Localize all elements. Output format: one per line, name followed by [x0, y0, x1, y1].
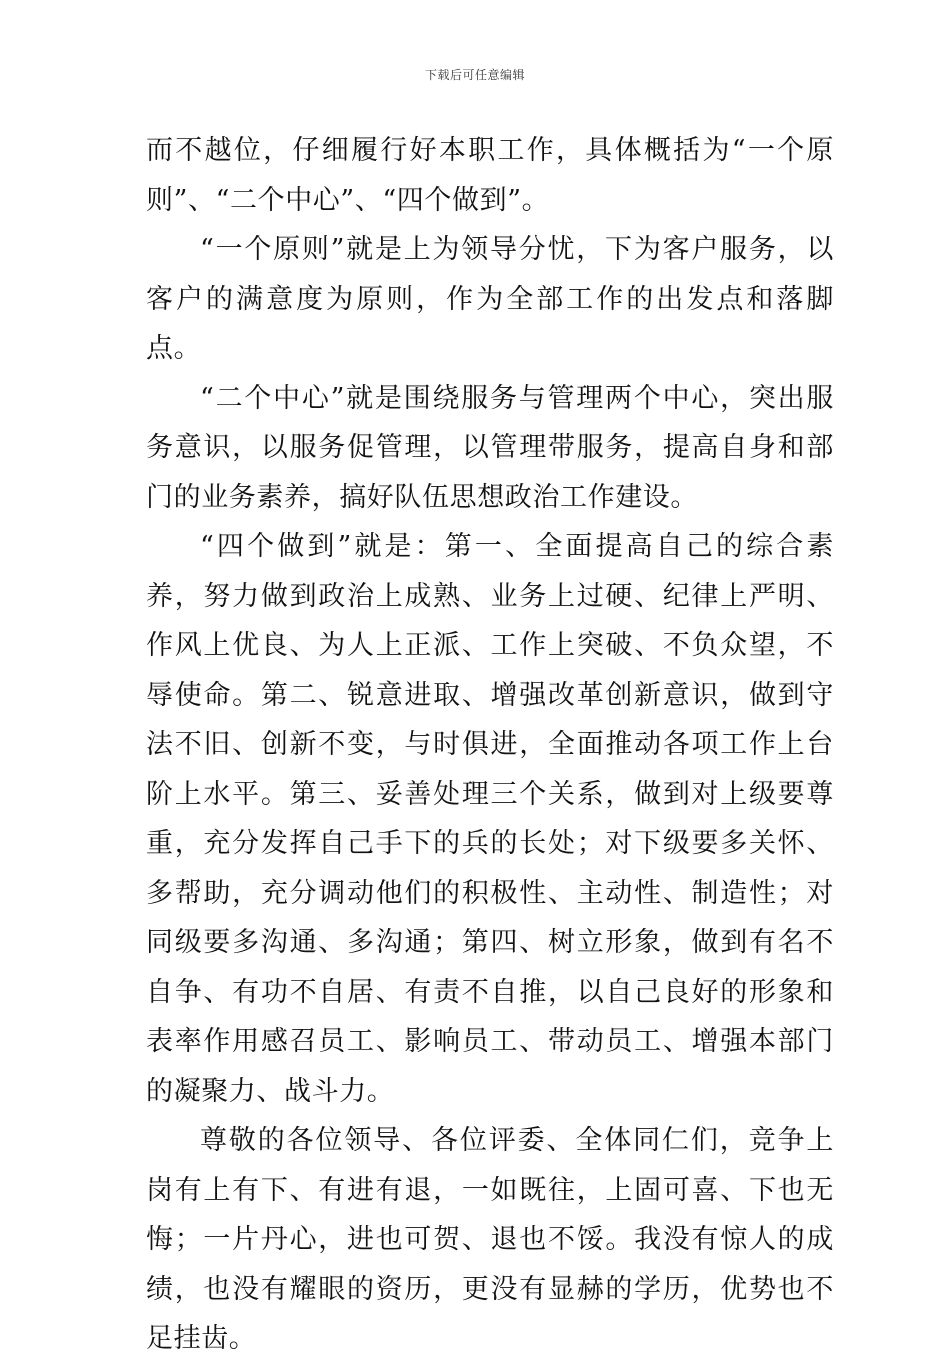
paragraph: “一个原则”就是上为领导分忧，下为客户服务，以客户的满意度为原则，作为全部工作的出发点和落脚点。 — [146, 234, 834, 364]
paragraph: “二个中心”就是围绕服务与管理两个中心，突出服务意识，以服务促管理，以管理带服务，提高自身和部门的业务素养，搞好队伍思想政治工作建设。 — [146, 382, 834, 513]
paragraph: 而不越位，仔细履行好本职工作，具体概括为“一个原则”、“二个中心”、“四个做到”。 — [146, 135, 834, 216]
document-body — [146, 126, 834, 1364]
paragraph: 尊敬的各位领导、各位评委、全体同仁们，竞争上岗有上有下、有进有退，一如既往，上固可喜、下也无悔；一片丹心，进也可贺、退也不馁。我没有惊人的成绩，也没有耀眼的资历，更没有显赫的学历，优势也不足挂齿。 — [146, 1125, 834, 1354]
paragraph: “四个做到”就是：第一、全面提高自己的综合素养，努力做到政治上成熟、业务上过硬、纪律上严明、作风上优良、为人上正派、工作上突破、不负众望，不辱使命。第二、锐意进取、增强改革创新意识，做到守法不旧、创新不变，与时俱进，全面推动各项工作上台阶上水平。第三、妥善处理三个关系，做到对上级要尊重，充分发挥自己手下的兵的长处；对下级要多关怀、多帮助，充分调动他们的积极性、主动性、制造性；对同级要多沟通、多沟通；第四、树立形象，做到有名不自争、有功不自居、有责不自推，以自己良好的形象和表率作用感召员工、影响员工、带动员工、增强本部门的凝聚力、战斗力。 — [146, 531, 834, 1107]
page-header-note: 下载后可任意编辑 — [424, 68, 525, 82]
